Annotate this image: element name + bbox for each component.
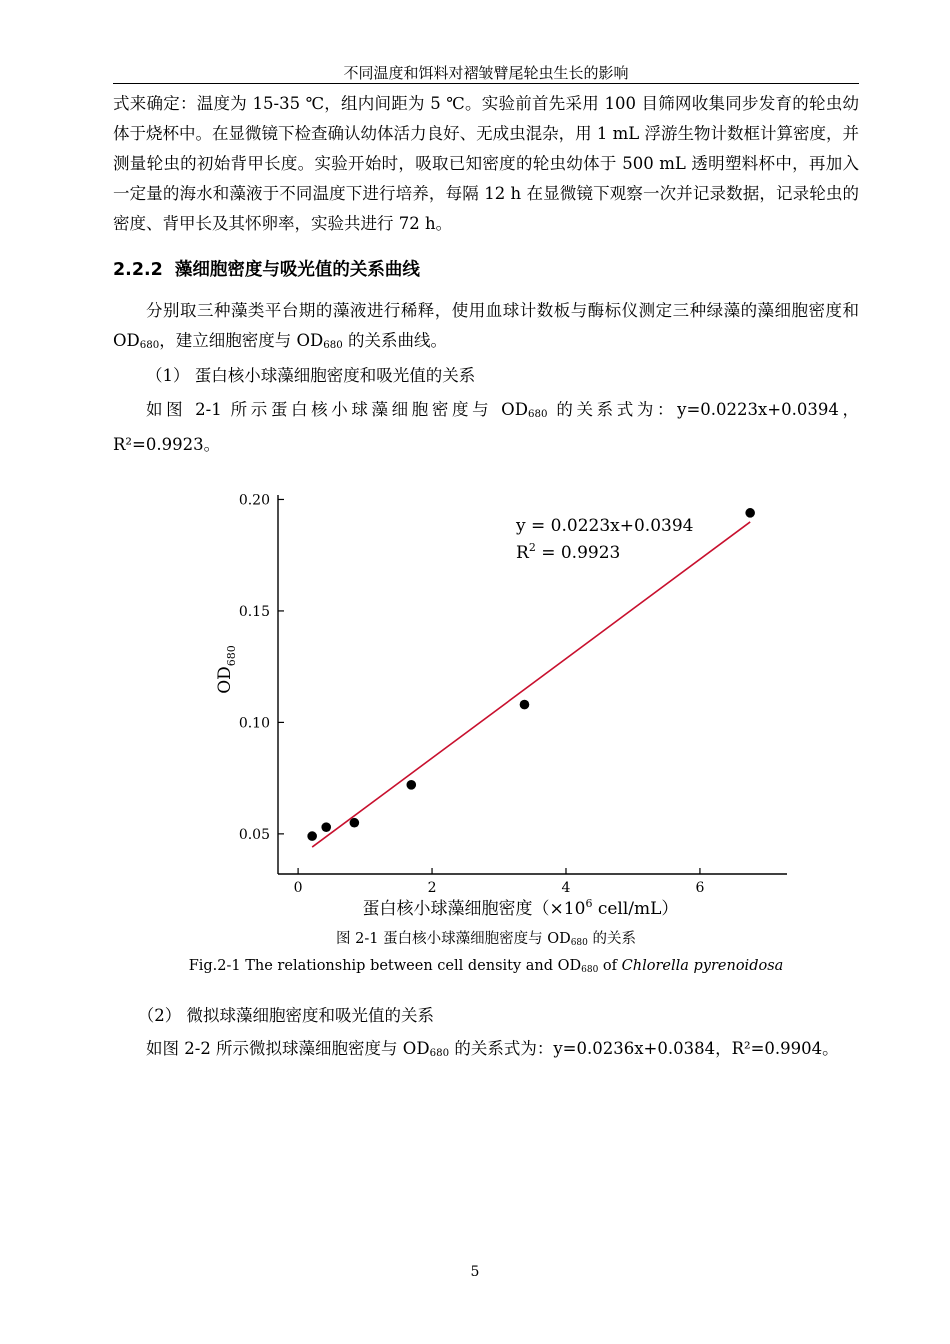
y-tick-label: 0.15 [238, 603, 270, 620]
x-tick-label: 6 [695, 880, 705, 896]
item-2-paragraph [113, 1034, 859, 1069]
chart-annotation [515, 516, 693, 563]
fit-line-group [312, 522, 750, 847]
data-point [520, 700, 530, 710]
item-1-sub: 680 [527, 409, 548, 421]
data-point [406, 780, 416, 790]
x-axis-label-a: 蛋白核小球藻细胞密度（×10 [362, 899, 586, 919]
y-tick-label: 0.10 [238, 715, 270, 732]
item-2-heading: （2） 微拟球藻细胞密度和吸光值的关系 [137, 1006, 434, 1025]
caption-en-b: of [598, 958, 622, 974]
item-2-text-a: 如图 2-2 所示微拟球藻细胞密度与 OD [146, 1039, 430, 1058]
chart-axes [239, 492, 787, 896]
item-2-sub: 680 [429, 1048, 450, 1060]
item-1-paragraph [113, 395, 859, 460]
caption-cn-b: 的关系 [587, 931, 636, 947]
item-1-heading: （1） 蛋白核小球藻细胞密度和吸光值的关系 [146, 366, 476, 385]
y-axis-label-a: OD [215, 666, 235, 694]
paragraph-intro-text-a: 分别取三种藻类平台期的藻液进行稀释，使用血球计数板与酶标仪测定三种绿藻的藻细胞密度和 OD [113, 301, 859, 350]
caption-en-species: Chlorella pyrenoidosa [621, 958, 784, 974]
fit-line [312, 522, 750, 847]
caption-en-sub: 680 [581, 964, 599, 975]
caption-cn-sub: 680 [570, 937, 588, 948]
equation-label: y = 0.0223x+0.0394 [516, 516, 694, 536]
paragraph-intro-text-c: 的关系曲线。 [342, 331, 448, 350]
item-1-text-b: 的关系式为：y=0.0223x+0.0394，R²=0.9923。 [113, 400, 859, 455]
paragraph-method: 式来确定：温度为 15-35 ℃，组内间距为 5 ℃。实验前首先采用 100 目筛网收集同步发育的轮虫幼体于烧杯中。在显微镜下检查确认幼体活力良好、无成虫混杂，用 1 mL 浮游生物计数框计算密度，并测量轮虫的初始背甲长度。实验开始时，吸取已知密度的轮虫幼体于 500 mL 透明塑料杯中，再加入一定量的海水和藻液于不同温度下进行培养，每隔 12 h 在显微镜下观察一次并记录数据，记录轮虫的密度、背甲长及其怀卵率，实验共进行 72 h。 [113, 94, 859, 233]
x-tick-label: 4 [561, 880, 571, 896]
data-point [745, 508, 755, 518]
r-squared-r: R [516, 543, 529, 563]
caption-cn-a: 图 2-1 蛋白核小球藻细胞密度与 OD [336, 931, 571, 947]
header-rule [113, 83, 859, 84]
caption-en-a: Fig.2-1 The relationship between cell density and OD [188, 958, 582, 974]
figure-2-1-chart [200, 480, 800, 920]
data-point [350, 818, 360, 828]
section-number: 2.2.2 [113, 260, 163, 280]
paragraph-intro-sub-2: 680 [323, 340, 343, 352]
x-axis-label [363, 897, 679, 919]
r-squared-sup: 2 [528, 541, 536, 554]
r-squared-value: = 0.9923 [535, 543, 621, 563]
y-tick-label: 0.20 [238, 492, 270, 509]
item-1-text-a: 如图 2-1 所示蛋白核小球藻细胞密度与 OD [146, 400, 528, 419]
paragraph-intro-sub-1: 680 [139, 340, 160, 352]
r-squared-label [516, 541, 620, 563]
page-number: 5 [470, 1264, 480, 1280]
section-heading [113, 256, 420, 281]
x-axis-label-b: cell/mL） [592, 899, 679, 919]
y-tick-label: 0.05 [238, 826, 270, 843]
running-header: 不同温度和饵料对褶皱臂尾轮虫生长的影响 [343, 64, 629, 82]
item-2-text-b: 的关系式为：y=0.0236x+0.0384，R²=0.9904。 [449, 1039, 839, 1058]
data-point [321, 822, 331, 832]
x-axis-label-sup: 6 [585, 897, 593, 910]
section-title: 藻细胞密度与吸光值的关系曲线 [174, 260, 420, 280]
figure-caption-en [113, 957, 859, 979]
data-point [307, 831, 317, 841]
figure-caption-cn [113, 930, 859, 952]
paragraph-intro-text-b: ，建立细胞密度与 OD [159, 331, 324, 350]
axis-labels [215, 645, 678, 919]
y-axis-label [215, 645, 238, 694]
paragraph-intro [113, 296, 859, 361]
y-axis-label-sub: 680 [225, 645, 238, 667]
data-points [307, 508, 755, 841]
x-tick-label: 0 [293, 880, 303, 896]
x-tick-label: 2 [427, 880, 437, 896]
